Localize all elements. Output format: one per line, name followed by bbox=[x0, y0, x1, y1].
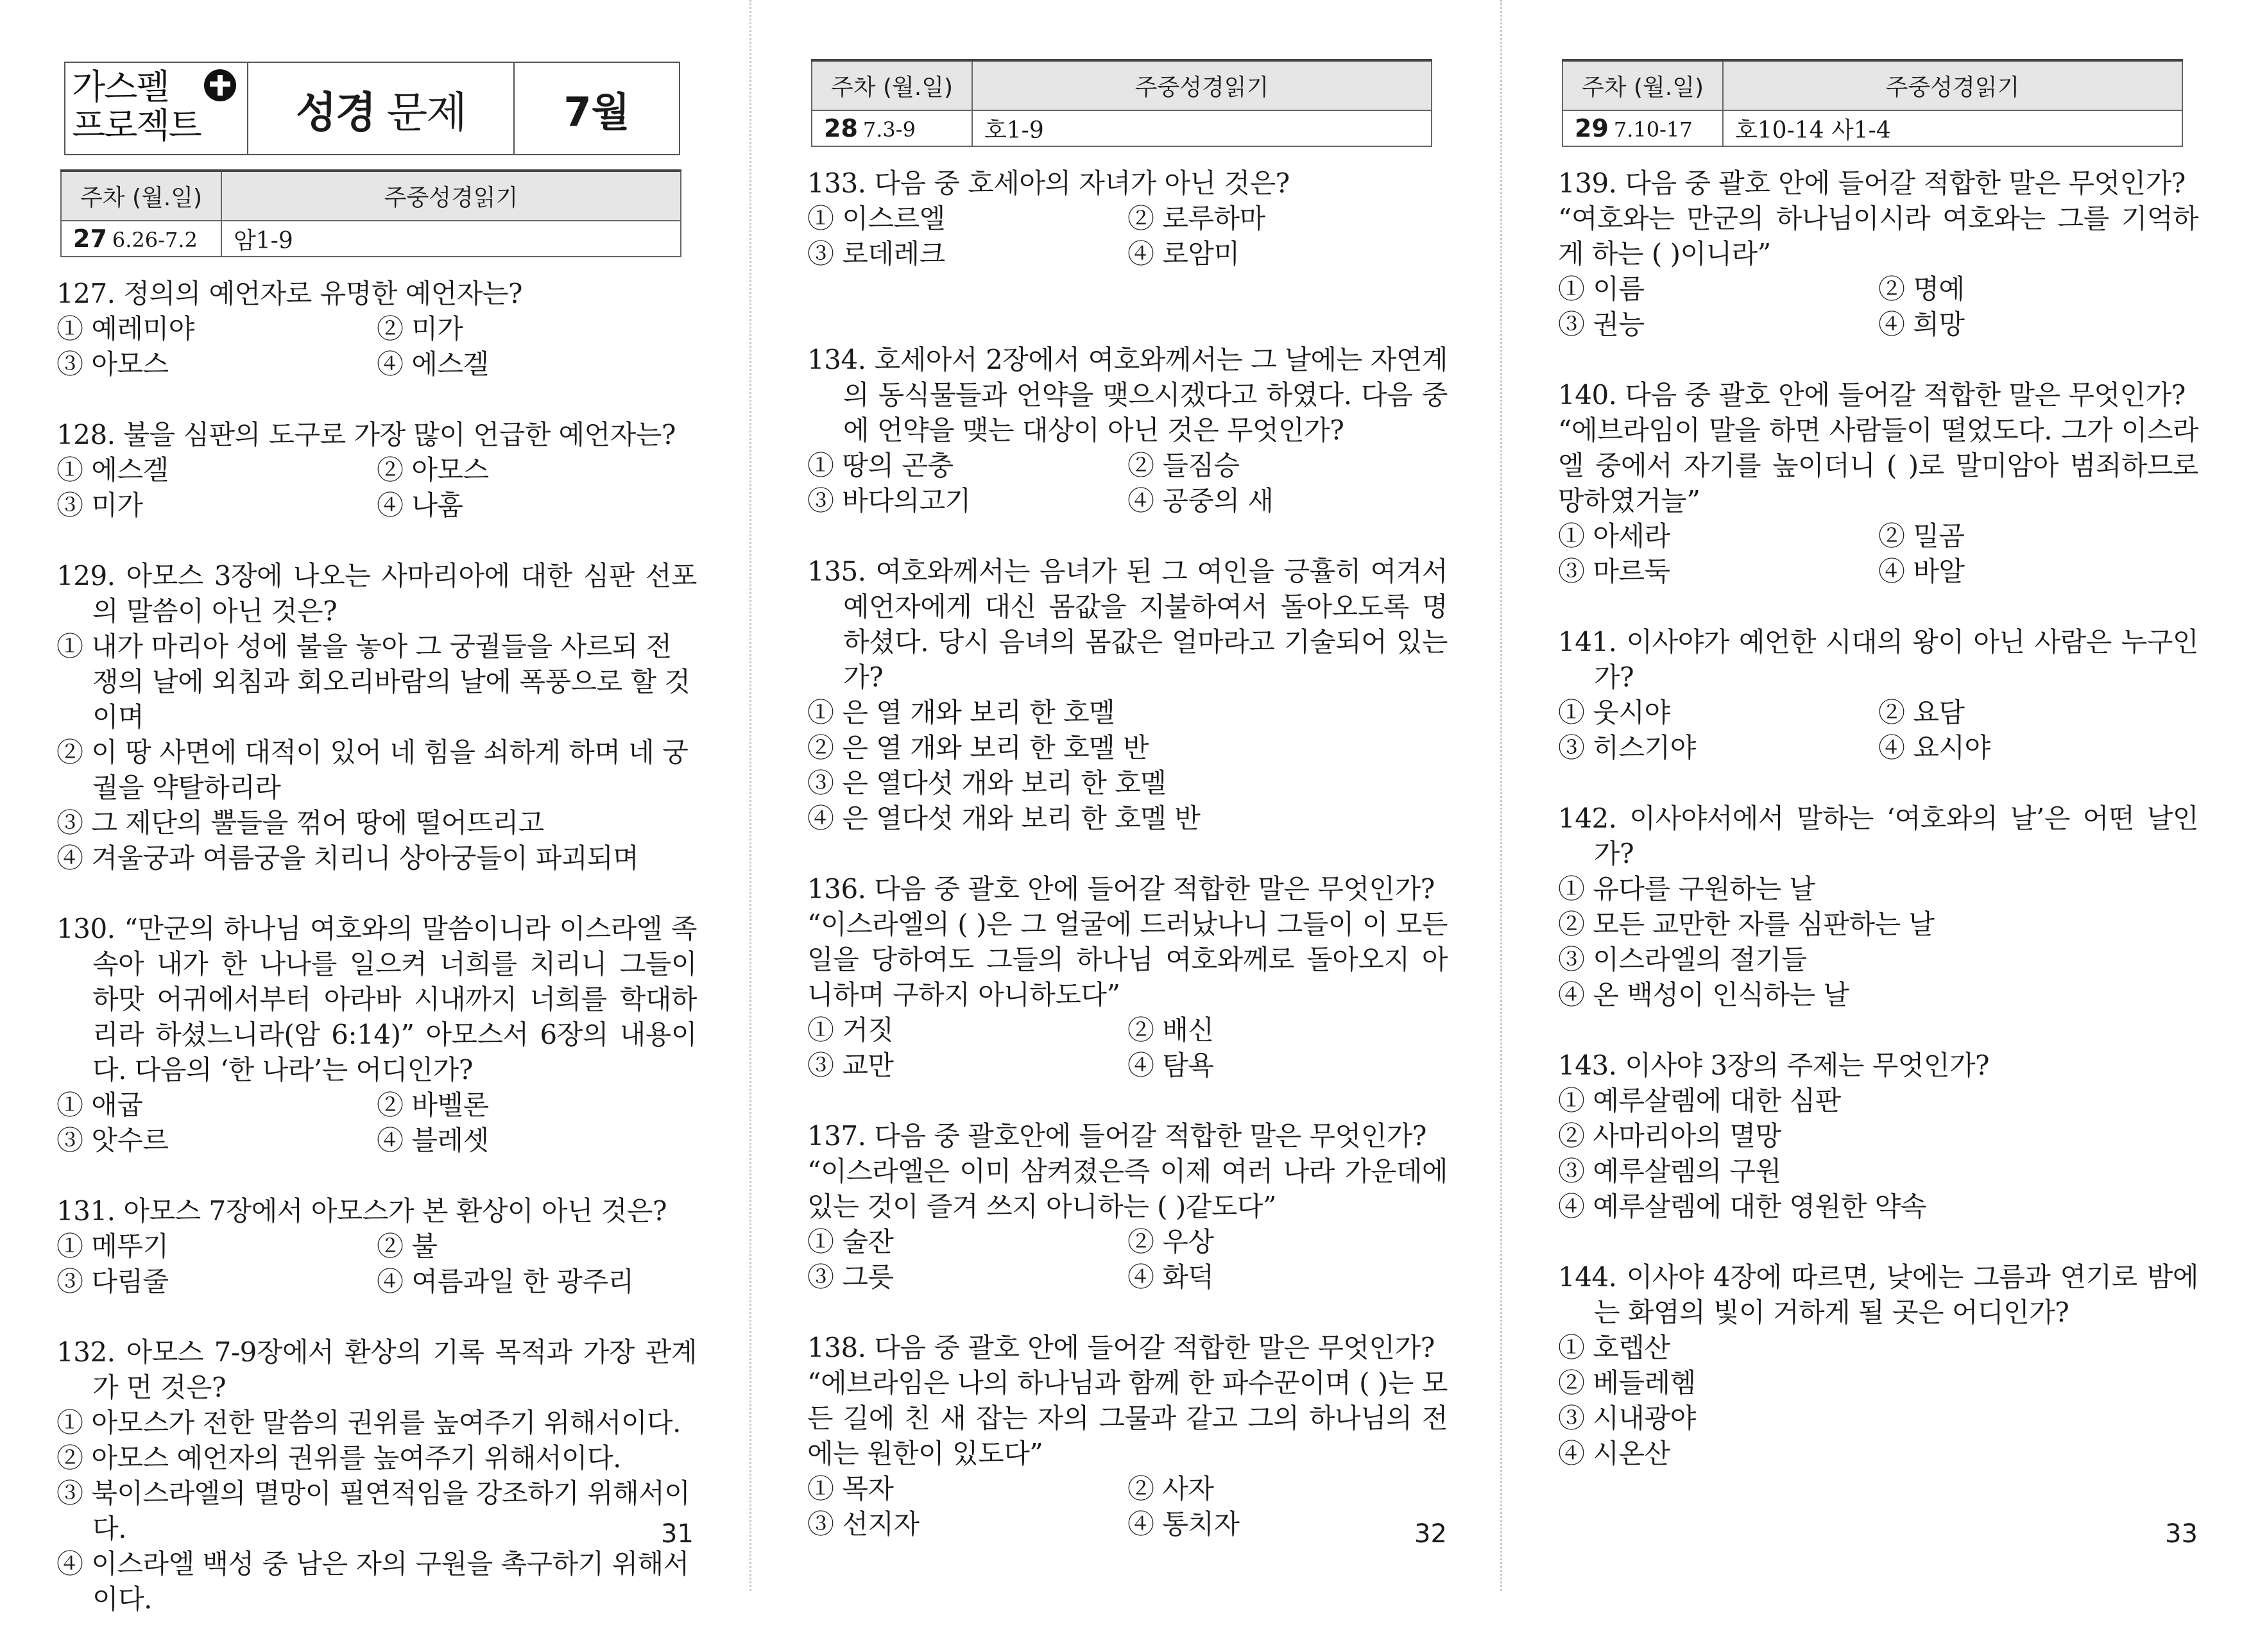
week-header: 주차 (월.일) bbox=[61, 171, 221, 221]
option: ① 땅의 곤충 bbox=[807, 450, 954, 481]
reading-cell: 호1-9 bbox=[972, 110, 1432, 146]
quote-text: “이스라엘의 ( )은 그 얼굴에 드러났나니 그들이 이 모든 일을 당하여도 그들의 하나님 여호와께로 돌아오지 아니하며 구하지 아니하도다” bbox=[807, 908, 1448, 1010]
question-138: 138. 다음 중 괄호 안에 들어갈 적합한 말은 무엇인가? “에브라임은 나의 하나님과 함께 한 파수꾼이며 ( )는 모든 길에 친 새 잡는 자의 그물과 같고 그의 하나님의 전에는 원한이 있도다” ① 목자 ② 사자 ③ 선지자 ④ 통치자 bbox=[807, 1330, 1448, 1542]
option: ③ 그 제단의 뿔들을 꺾어 땅에 떨어뜨리고 bbox=[56, 807, 544, 839]
option: ④ 은 열다섯 개와 보리 한 호멜 반 bbox=[807, 803, 1201, 834]
option: ② 이 땅 사면에 대적이 있어 네 힘을 쇠하게 하며 네 궁궐을 약탈하리라 bbox=[56, 737, 689, 803]
option: ① 애굽 bbox=[56, 1089, 143, 1121]
option: ③ 다림줄 bbox=[56, 1266, 169, 1297]
option: ① 웃시야 bbox=[1558, 697, 1670, 728]
week-header: 주차 (월.일) bbox=[812, 60, 972, 110]
option: ③ 히스기야 bbox=[1558, 732, 1696, 763]
schedule-table bbox=[811, 59, 1432, 147]
page-31 bbox=[0, 0, 749, 1615]
option: ③ 선지자 bbox=[807, 1508, 920, 1540]
option: ① 은 열 개와 보리 한 호멜 bbox=[807, 697, 1115, 728]
question-141: 141. 이사야가 예언한 시대의 왕이 아닌 사람은 누구인가? ① 웃시야 ② 요담 ③ 히스기야 ④ 요시야 bbox=[1558, 624, 2198, 765]
reading-header: 주중성경읽기 bbox=[221, 171, 681, 221]
option: ④ 요시야 bbox=[1878, 732, 1990, 763]
option: ② 요담 bbox=[1878, 697, 1965, 728]
option: ③ 미가 bbox=[56, 490, 143, 521]
page-number: 32 bbox=[1414, 1519, 1447, 1549]
question-column bbox=[1558, 166, 2198, 1506]
month-label: 7월 bbox=[563, 88, 630, 135]
option: ① 내가 마리아 성에 불을 놓아 그 궁궐들을 사르되 전쟁의 날에 외침과 회오리바람의 날에 폭풍으로 할 것이며 bbox=[56, 631, 690, 733]
question-137: 137. 다음 중 괄호안에 들어갈 적합한 말은 무엇인가? “이스라엘은 이미 삼켜졌은즉 이제 여러 나라 가운데에 있는 것이 즐겨 쓰지 아니하는 ( )같도다” ① 술잔 ② 우상 ③ 그릇 ④ 화덕 bbox=[807, 1118, 1448, 1295]
option: ④ 에스겔 bbox=[377, 348, 489, 380]
option: ④ 예루살렘에 대한 영원한 약속 bbox=[1558, 1191, 1926, 1222]
option: ③ 바다의고기 bbox=[807, 485, 971, 516]
option: ② 밀곰 bbox=[1878, 520, 1965, 552]
question-140: 140. 다음 중 괄호 안에 들어갈 적합한 말은 무엇인가? “에브라임이 말을 하면 사람들이 떨었도다. 그가 이스라엘 중에서 자기를 높이더니 ( )로 말미암아 범죄하므로 망하였거늘” ① 아세라 ② 밀곰 ③ 마르둑 ④ 바알 bbox=[1558, 377, 2198, 589]
question-129: 129. 아모스 3장에 나오는 사마리아에 대한 심판 선포의 말씀이 아닌 것은? ① 내가 마리아 성에 불을 놓아 그 궁궐들을 사르되 전쟁의 날에 외침과 회오리바람의 날에 폭풍으로 할 것이며 ② 이 땅 사면에 대적이 있어 네 힘을 쇠하게 하며 네 궁궐을 약탈하리라 ③ 그 제단의 뿔들을 꺾어 땅에 떨어뜨리고 ④ 겨울궁과 여름궁을 치리니 상아궁들이 파괴되며 bbox=[56, 558, 697, 876]
option: ① 예레미야 bbox=[56, 313, 194, 345]
option: ④ 바알 bbox=[1878, 556, 1965, 587]
question-133: 133. 다음 중 호세아의 자녀가 아닌 것은? ① 이스르엘 ② 로루하마 ③ 로데레크 ④ 로암미 bbox=[807, 166, 1448, 271]
schedule-table bbox=[60, 169, 681, 257]
question-130: 130. “만군의 하나님 여호와의 말씀이니라 이스라엘 족속아 내가 한 나나를 일으켜 너희를 치리니 그들이 하맛 어귀에서부터 아라바 시내까지 너희를 학대하리라 하셨느니라(암 6:14)” 아모스서 6장의 내용이다. 다음의 ‘한 나라’는 어디인가? ① 애굽 ② 바벨론 ③ 앗수르 ④ 블레셋 bbox=[56, 911, 697, 1158]
option: ③ 아모스 bbox=[56, 348, 169, 380]
quote-text: “에브라임은 나의 하나님과 함께 한 파수꾼이며 ( )는 모든 길에 친 새 잡는 자의 그물과 같고 그의 하나님의 전에는 원한이 있도다” bbox=[807, 1367, 1448, 1469]
reading-cell: 호10-14 사1-4 bbox=[1723, 110, 2182, 146]
option: ① 메뚜기 bbox=[56, 1230, 169, 1262]
option: ① 예루살렘에 대한 심판 bbox=[1558, 1085, 1841, 1116]
option: ① 술잔 bbox=[807, 1226, 894, 1257]
option: ② 들짐승 bbox=[1127, 450, 1240, 481]
option: ② 베들레헴 bbox=[1558, 1367, 1696, 1399]
question-144: 144. 이사야 4장에 따르면, 낮에는 그름과 연기로 밤에는 화염의 빛이 거하게 될 곳은 어디인가? ① 호렙산 ② 베들레헴 ③ 시내광야 ④ 시온산 bbox=[1558, 1259, 2198, 1471]
option: ① 유다를 구원하는 날 bbox=[1558, 873, 1815, 905]
option: ② 모든 교만한 자를 심판하는 날 bbox=[1558, 908, 1935, 940]
page-number: 33 bbox=[2165, 1519, 2198, 1549]
option: ② 은 열 개와 보리 한 호멜 반 bbox=[807, 732, 1149, 763]
question-139: 139. 다음 중 괄호 안에 들어갈 적합한 말은 무엇인가? “여호와는 만군의 하나님이시라 여호와는 그를 기억하게 하는 ( )이니라” ① 이름 ② 명예 ③ 권능 ④ 희망 bbox=[1558, 166, 2198, 342]
option: ② 명예 bbox=[1878, 273, 1965, 305]
option: ③ 북이스라엘의 멸망이 필연적임을 강조하기 위해서이다. bbox=[56, 1477, 690, 1544]
question-column bbox=[807, 166, 1448, 1577]
question-136: 136. 다음 중 괄호 안에 들어갈 적합한 말은 무엇인가? “이스라엘의 ( )은 그 얼굴에 드러났나니 그들이 이 모든 일을 당하여도 그들의 하나님 여호와께로 돌아오지 아니하며 구하지 아니하도다” ① 거짓 ② 배신 ③ 교만 ④ 탐욕 bbox=[807, 871, 1448, 1083]
week-header: 주차 (월.일) bbox=[1562, 60, 1723, 110]
reading-header: 주중성경읽기 bbox=[1723, 60, 2182, 110]
page-32 bbox=[749, 0, 1500, 1591]
gospel-project-logo: 가스펠 프로젝트 bbox=[65, 63, 248, 154]
page-33 bbox=[1500, 0, 2251, 1591]
option: ④ 희망 bbox=[1878, 309, 1965, 340]
quote-text: “이스라엘은 이미 삼켜졌은즉 이제 여러 나라 가운데에 있는 것이 즐겨 쓰지 아니하는 ( )같도다” bbox=[807, 1155, 1448, 1222]
option: ① 호렙산 bbox=[1558, 1332, 1670, 1363]
option: ① 에스겔 bbox=[56, 454, 169, 486]
reading-header: 주중성경읽기 bbox=[972, 60, 1432, 110]
option: ③ 그릇 bbox=[807, 1261, 894, 1293]
option: ① 목자 bbox=[807, 1473, 894, 1504]
option: ④ 시온산 bbox=[1558, 1438, 1670, 1469]
option: ② 사마리아의 멸망 bbox=[1558, 1120, 1781, 1152]
option: ④ 블레셋 bbox=[377, 1125, 489, 1156]
option: ③ 마르둑 bbox=[1558, 556, 1670, 587]
question-131: 131. 아모스 7장에서 아모스가 본 환상이 아닌 것은? ① 메뚜기 ② 불 ③ 다림줄 ④ 여름과일 한 광주리 bbox=[56, 1193, 697, 1299]
option: ③ 권능 bbox=[1558, 309, 1645, 340]
reading-cell: 암1-9 bbox=[221, 221, 681, 257]
option: ① 거짓 bbox=[807, 1014, 894, 1046]
option: ④ 이스라엘 백성 중 남은 자의 구원을 촉구하기 위해서이다. bbox=[56, 1548, 689, 1615]
question-142: 142. 이사야서에서 말하는 ‘여호와의 날’은 어떤 날인가? ① 유다를 구원하는 날 ② 모든 교만한 자를 심판하는 날 ③ 이스라엘의 절기들 ④ 온 백성이 인식하는 날 bbox=[1558, 801, 2198, 1012]
option: ② 배신 bbox=[1127, 1014, 1214, 1046]
option: ② 아모스 예언자의 권위를 높여주기 위해서이다. bbox=[56, 1442, 621, 1474]
week-cell: 29 7.10-17 bbox=[1562, 110, 1723, 146]
option: ② 미가 bbox=[377, 313, 463, 345]
question-127: 127. 정의의 예언자로 유명한 예언자는? ① 예레미야 ② 미가 ③ 아모스 ④ 에스겔 bbox=[56, 276, 697, 382]
option: ② 우상 bbox=[1127, 1226, 1214, 1257]
option: ④ 통치자 bbox=[1127, 1508, 1240, 1540]
option: ③ 교만 bbox=[807, 1050, 894, 1081]
option: ① 이스르엘 bbox=[807, 203, 945, 234]
page-number: 31 bbox=[661, 1519, 694, 1549]
option: ③ 로데레크 bbox=[807, 238, 945, 269]
quote-text: “여호와는 만군의 하나님이시라 여호와는 그를 기억하게 하는 ( )이니라” bbox=[1558, 203, 2198, 269]
page-title: 성경 문제 bbox=[248, 63, 515, 154]
option: ① 이름 bbox=[1558, 273, 1645, 305]
option: ② 로루하마 bbox=[1127, 203, 1265, 234]
option: ④ 로암미 bbox=[1127, 238, 1240, 269]
option: ② 불 bbox=[377, 1230, 438, 1262]
option: ④ 나훔 bbox=[377, 490, 463, 521]
option: ③ 이스라엘의 절기들 bbox=[1558, 944, 1807, 975]
option: ② 아모스 bbox=[377, 454, 489, 486]
option: ④ 온 백성이 인식하는 날 bbox=[1558, 979, 1849, 1010]
option: ③ 은 열다섯 개와 보리 한 호멜 bbox=[807, 767, 1167, 799]
header-banner bbox=[64, 62, 680, 155]
option: ③ 예루살렘의 구원 bbox=[1558, 1155, 1781, 1187]
option: ④ 공중의 새 bbox=[1127, 485, 1274, 516]
option: ② 바벨론 bbox=[377, 1089, 489, 1121]
option: ② 사자 bbox=[1127, 1473, 1214, 1504]
question-135: 135. 여호와께서는 음녀가 된 그 여인을 긍휼히 여겨서 예언자에게 대신 몸값을 지불하여서 돌아오도록 명하셨다. 당시 음녀의 몸값은 얼마라고 기술되어 있는가? ① 은 열 개와 보리 한 호멜 ② 은 열 개와 보리 한 호멜 반 ③ 은 열다섯 개와 보리 한 호멜 ④ 은 열다섯 개와 보리 한 호멜 반 bbox=[807, 554, 1448, 836]
week-cell: 28 7.3-9 bbox=[812, 110, 972, 146]
option: ④ 겨울궁과 여름궁을 치리니 상아궁들이 파괴되며 bbox=[56, 842, 639, 874]
option: ④ 여름과일 한 광주리 bbox=[377, 1266, 634, 1297]
question-134: 134. 호세아서 2장에서 여호와께서는 그 날에는 자연계의 동식물들과 언약을 맺으시겠다고 하였다. 다음 중에 언약을 맺는 대상이 아닌 것은 무엇인가? ① 땅의 곤충 ② 들짐승 ③ 바다의고기 ④ 공중의 새 bbox=[807, 342, 1448, 518]
option: ④ 탐욕 bbox=[1127, 1050, 1214, 1081]
cross-icon bbox=[204, 69, 236, 101]
question-132: 132. 아모스 7-9장에서 환상의 기록 목적과 가장 관계가 먼 것은? ① 아모스가 전한 말씀의 권위를 높여주기 위해서이다. ② 아모스 예언자의 권위를 높여주기 위해서이다. ③ 북이스라엘의 멸망이 필연적임을 강조하기 위해서이다. ④ 이스라엘 백성 중 남은 자의 구원을 촉구하기 위해서이다. bbox=[56, 1334, 697, 1617]
quote-text: “에브라임이 말을 하면 사람들이 떨었도다. 그가 이스라엘 중에서 자기를 높이더니 ( )로 말미암아 범죄하므로 망하였거늘” bbox=[1558, 414, 2198, 516]
question-column bbox=[56, 276, 697, 1652]
option: ③ 시내광야 bbox=[1558, 1402, 1696, 1434]
question-143: 143. 이사야 3장의 주제는 무엇인가? ① 예루살렘에 대한 심판 ② 사마리아의 멸망 ③ 예루살렘의 구원 ④ 예루살렘에 대한 영원한 약속 bbox=[1558, 1048, 2198, 1224]
question-128: 128. 불을 심판의 도구로 가장 많이 언급한 예언자는? ① 에스겔 ② 아모스 ③ 미가 ④ 나훔 bbox=[56, 417, 697, 523]
week-cell: 27 6.26-7.2 bbox=[61, 221, 221, 257]
option: ③ 앗수르 bbox=[56, 1125, 169, 1156]
option: ④ 화덕 bbox=[1127, 1261, 1214, 1293]
option: ① 아모스가 전한 말씀의 권위를 높여주기 위해서이다. bbox=[56, 1407, 681, 1438]
option: ① 아세라 bbox=[1558, 520, 1670, 552]
schedule-table bbox=[1562, 59, 2183, 147]
